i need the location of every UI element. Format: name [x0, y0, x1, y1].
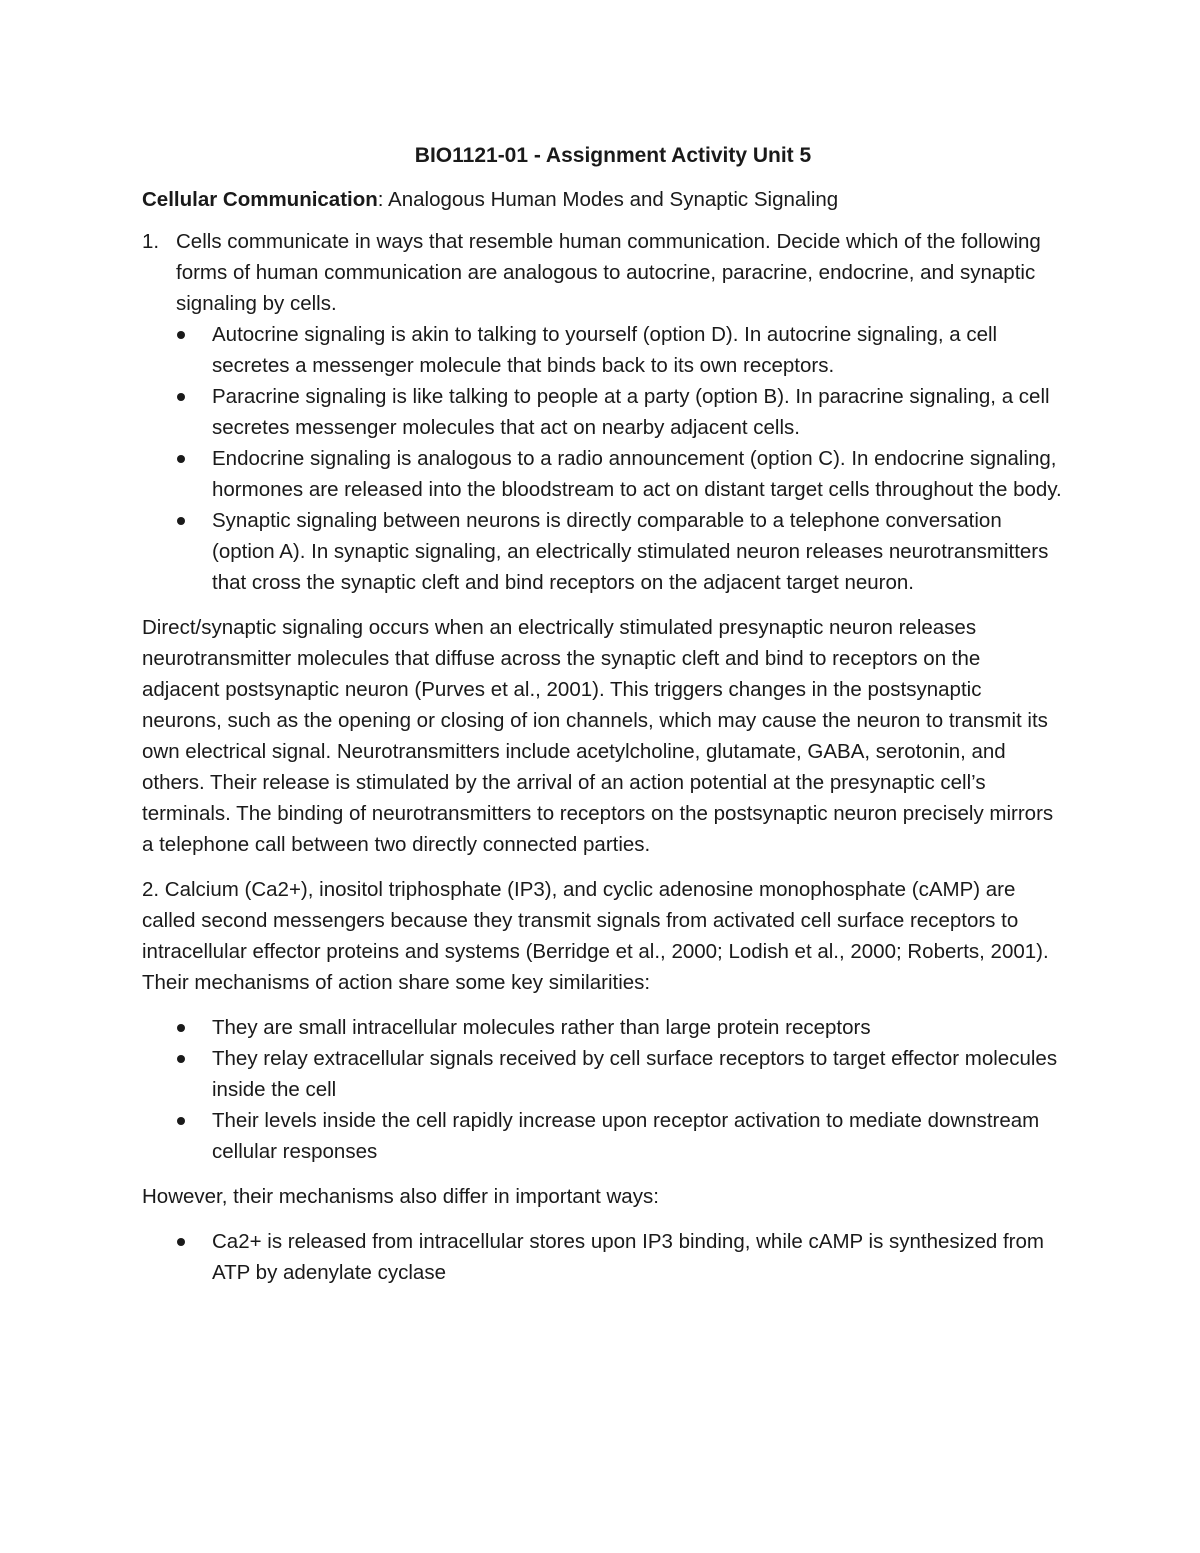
question-1 — [142, 226, 1062, 319]
list-item: Their levels inside the cell rapidly increase upon receptor activation to mediate downstream cellular responses — [176, 1105, 1062, 1167]
list-item: Autocrine signaling is akin to talking to yourself (option D). In autocrine signaling, a cell secretes a messenger molecule that binds back to its own receptors. — [176, 319, 1062, 381]
list-item: They are small intracellular molecules rather than large protein receptors — [176, 1012, 1062, 1043]
subtitle-rest: : Analogous Human Modes and Synaptic Signaling — [377, 188, 839, 211]
document-title: BIO1121-01 - Assignment Activity Unit 5 — [414, 144, 812, 167]
question-2-paragraph: 2. Calcium (Ca2+), inositol triphosphate (IP3), and cyclic adenosine monophosphate (cAMP) are called second messengers because they transmit signals from activated cell surface receptors to intracellular effector proteins and systems (Berridge et al., 2000; Lodish et al., 2000; Roberts, 2001). Their mechanisms of action share some key similarities: — [142, 878, 1049, 994]
list-item: Ca2+ is released from intracellular stores upon IP3 binding, while cAMP is synthesized from ATP by adenylate cyclase — [176, 1226, 1062, 1288]
differences-intro: However, their mechanisms also differ in important ways: — [142, 1185, 659, 1208]
question-1-text: Cells communicate in ways that resemble human communication. Decide which of the following forms of human communication are analogous to autocrine, paracrine, endocrine, and synaptic signaling by cells. — [176, 230, 1041, 315]
differences-list — [176, 1226, 1062, 1288]
list-item: They relay extracellular signals received by cell surface receptors to target effector molecules inside the cell — [176, 1043, 1062, 1105]
document-subtitle — [142, 184, 1062, 215]
question-1-bullets — [176, 319, 1062, 598]
subtitle-bold: Cellular Communication — [142, 188, 378, 211]
list-item: Synaptic signaling between neurons is directly comparable to a telephone conversation (option A). In synaptic signaling, an electrically stimulated neuron releases neurotransmitters that cross the synaptic cleft and bind receptors on the adjacent target neuron. — [176, 505, 1062, 598]
document-page — [142, 140, 1062, 1288]
synaptic-paragraph: Direct/synaptic signaling occurs when an electrically stimulated presynaptic neuron releases neurotransmitter molecules that diffuse across the synaptic cleft and bind to receptors on the adjacent postsynaptic neuron (Purves et al., 2001). This triggers changes in the postsynaptic neurons, such as the opening or closing of ion channels, which may cause the neuron to transmit its own electrical signal. Neurotransmitters include acetylcholine, glutamate, GABA, serotonin, and others. Their release is stimulated by the arrival of an action potential at the presynaptic cell’s terminals. The binding of neurotransmitters to receptors on the postsynaptic neuron precisely mirrors a telephone call between two directly connected parties. — [142, 616, 1054, 856]
similarities-list — [176, 1012, 1062, 1167]
question-1-number: 1. — [142, 230, 160, 253]
list-item: Paracrine signaling is like talking to people at a party (option B). In paracrine signaling, a cell secretes messenger molecules that act on nearby adjacent cells. — [176, 381, 1062, 443]
list-item: Endocrine signaling is analogous to a radio announcement (option C). In endocrine signaling, hormones are released into the bloodstream to act on distant target cells throughout the body. — [176, 443, 1062, 505]
